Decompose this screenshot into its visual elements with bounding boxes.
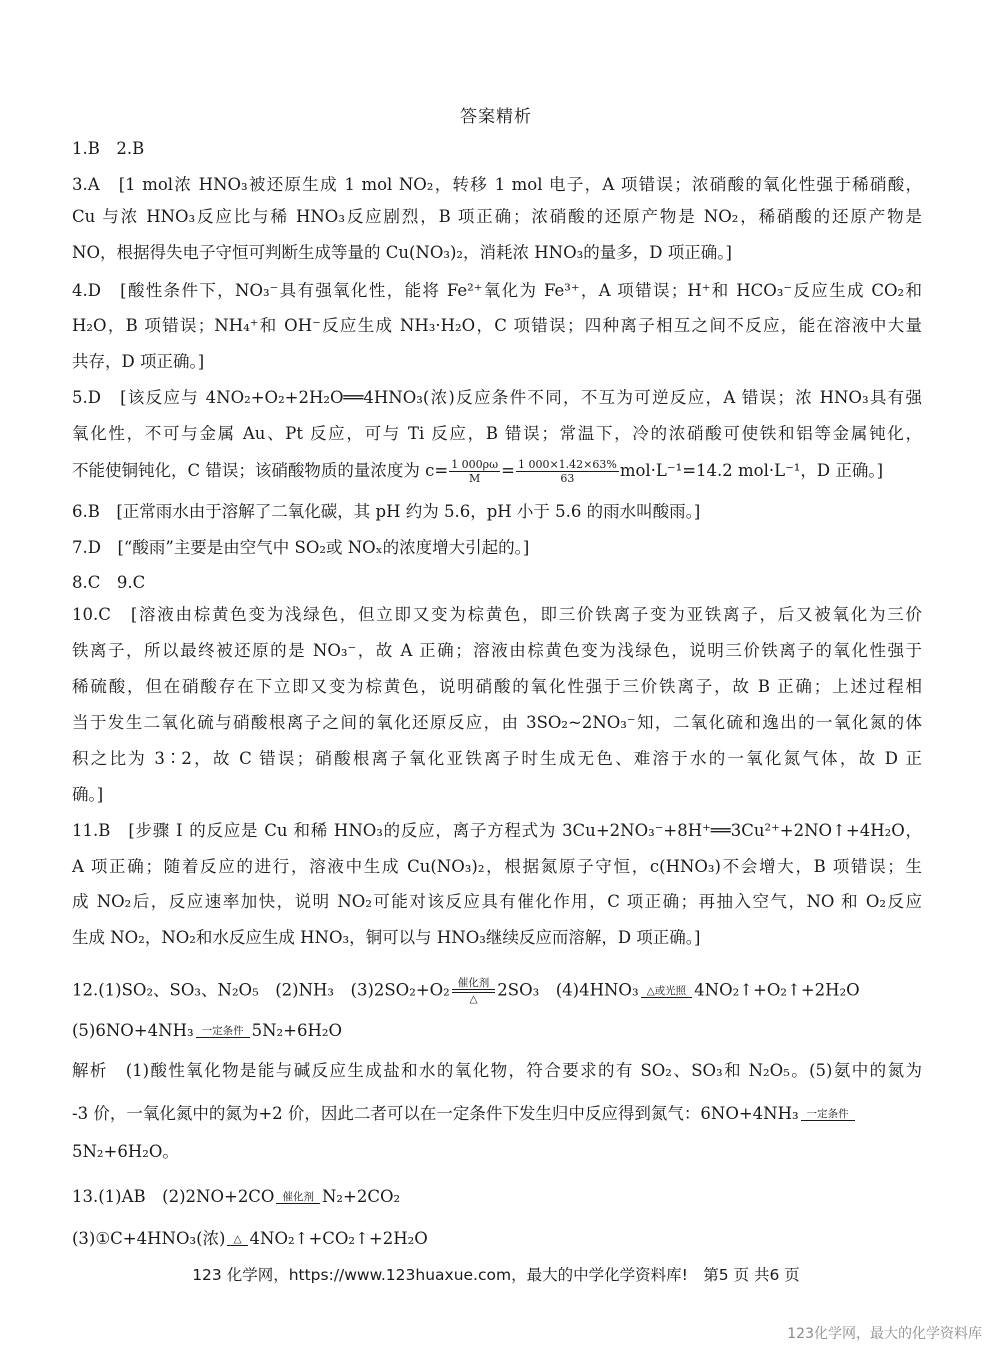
watermark-text: 123化学网，最大的化学资料库	[787, 1326, 982, 1342]
reaction-arrow	[801, 1108, 855, 1121]
arrow-line	[276, 1203, 320, 1204]
reaction-arrow	[641, 985, 693, 998]
answer-line: 确。]	[72, 785, 104, 804]
arrow-line	[452, 989, 496, 990]
fraction-numerator: 1 000×1.42×63%	[517, 458, 617, 471]
q13-part2: N₂+2CO₂	[321, 1187, 401, 1206]
q13-line2	[72, 1228, 922, 1250]
formula-suffix: mol·L⁻¹=14.2 mol·L⁻¹，D 正确。]	[619, 461, 884, 480]
arrow-condition: 催化剂	[457, 977, 490, 989]
answer-line: 生成 NO₂，NO₂和水反应生成 HNO₃，铜可以与 HNO₃继续反应而溶解，D 项正确。]	[72, 928, 701, 947]
fraction-denominator: M	[469, 472, 481, 485]
answer-line: 3.A [1 mol浓 HNO₃被还原生成 1 mol NO₂，转移 1 mol 电子，A 项错误；浓硝酸的氧化性强于稀硝酸，	[72, 175, 922, 194]
answer-line: 氧化性，不可与金属 Au、Pt 反应，可与 Ti 反应，B 错误；常温下，冷的浓硝酸可使铁和铝等金属钝化，	[72, 424, 922, 443]
reversible-arrow	[452, 977, 496, 1005]
q12-part3: 4NO₂↑+O₂↑+2H₂O	[694, 980, 860, 1000]
answer-line: 5N₂+6H₂O。	[72, 1142, 179, 1161]
q13-line1	[72, 1186, 922, 1208]
q13-part1: 13.(1)AB (2)2NO+2CO	[72, 1187, 275, 1206]
arrow-line	[801, 1120, 855, 1121]
q13-line2-after: 4NO₂↑+CO₂↑+2H₂O	[249, 1229, 428, 1248]
answer-line: 当于发生二氧化硫与硝酸根离子之间的氧化还原反应，由 3SO₂~2NO₃⁻知，二氧化硫和逸出的一氧化氮的体	[72, 713, 922, 732]
formula-prefix: 不能使铜钝化，C 错误；该硝酸物质的量浓度为 c=	[72, 461, 449, 480]
answer-line: 10.C [溶液由棕黄色变为浅绿色，但立即又变为棕黄色，即三价铁离子变为亚铁离子，后又被氧化为三价	[72, 605, 922, 624]
arrow-line	[641, 997, 693, 998]
fraction-denominator: 63	[560, 472, 575, 485]
answer-line-with-formula	[72, 458, 922, 485]
answer-line: NO，根据得失电子守恒可判断生成等量的 Cu(NO₃)₂，消耗浓 HNO₃的量多，D 项正确。]	[72, 243, 732, 262]
answer-line-with-condition	[72, 1103, 922, 1125]
answer-line: 稀硫酸，但在硝酸存在下立即又变为棕黄色，说明硝酸的氧化性强于三价铁离子，故 B 正确；上述过程相	[72, 677, 922, 696]
fraction	[449, 458, 500, 485]
line26-before: -3 价，一氧化氮中的氮为+2 价，因此二者可以在一定条件下发生归中反应得到氮气：6NO+4NH₃	[72, 1104, 799, 1123]
answer-line: 11.B [步骤 Ⅰ 的反应是 Cu 和稀 HNO₃的反应，离子方程式为 3Cu+2NO₃⁻+8H⁺══3Cu²⁺+2NO↑+4H₂O，	[72, 821, 922, 840]
arrow-line	[227, 1245, 247, 1246]
q13-line2-before: (3)①C+4HNO₃(浓)	[72, 1229, 226, 1248]
q12-part1: 12.(1)SO₂、SO₃、N₂O₅ (2)NH₃ (3)2SO₂+O₂	[72, 980, 450, 1000]
q12-line2-after: 5N₂+6H₂O	[251, 1021, 343, 1040]
page-footer: 123 化学网，https://www.123huaxue.com，最大的中学化学资料库! 第5 页 共6 页	[192, 1266, 800, 1284]
answer-line: A 项正确；随着反应的进行，溶液中生成 Cu(NO₃)₂，根据氮原子守恒，c(HNO₃)不会增大，B 项错误；生	[72, 857, 922, 876]
arrow-condition: △	[469, 993, 478, 1005]
arrow-line	[196, 1037, 250, 1038]
reaction-arrow	[227, 1233, 247, 1246]
answer-line: 5.D [该反应与 4NO₂+O₂+2H₂O══4HNO₃(浓)反应条件不同，不互为可逆反应，A 错误；浓 HNO₃具有强	[72, 388, 922, 407]
page-title: 答案精析	[460, 107, 532, 127]
answer-line: 1.B 2.B	[72, 139, 145, 158]
q12-line2	[72, 1020, 922, 1042]
answer-line: H₂O，B 项错误；NH₄⁺和 OH⁻反应生成 NH₃·H₂O，C 项错误；四种离子相互之间不反应，能在溶液中大量	[72, 316, 922, 335]
q12-part2: 2SO₃ (4)4HNO₃	[497, 980, 639, 1000]
arrow-condition: 一定条件	[201, 1025, 244, 1037]
fraction-numerator: 1 000ρω	[451, 458, 499, 471]
answer-line: 成 NO₂后，反应速率加快，说明 NO₂可能对该反应具有催化作用，C 项正确；再抽入空气，NO 和 O₂反应	[72, 892, 922, 911]
reaction-arrow	[276, 1191, 320, 1204]
answer-line: 解析 (1)酸性氧化物是能与碱反应生成盐和水的氧化物，符合要求的有 SO₂、SO₃和 N₂O₅。(5)氨中的氮为	[72, 1061, 922, 1080]
arrow-condition: 催化剂	[282, 1191, 314, 1203]
answer-line: 共存，D 项正确。]	[72, 352, 205, 371]
arrow-condition: 一定条件	[806, 1108, 849, 1120]
answer-line: 积之比为 3∶2，故 C 错误；硝酸根离子氧化亚铁离子时生成无色、难溶于水的一氧化氮气体，故 D 正	[72, 749, 922, 768]
answer-line: 6.B [正常雨水由于溶解了二氧化碳，其 pH 约为 5.6，pH 小于 5.6 的雨水叫酸雨。]	[72, 502, 701, 521]
answer-line: 铁离子，所以最终被还原的是 NO₃⁻，故 A 正确；溶液由棕黄色变为浅绿色，说明三价铁离子的氧化性强于	[72, 641, 922, 660]
reaction-arrow	[196, 1025, 250, 1038]
fraction	[516, 458, 619, 485]
q12-line2-before: (5)6NO+4NH₃	[72, 1021, 194, 1040]
arrow-condition: △或光照	[646, 984, 687, 997]
answer-line: Cu 与浓 HNO₃反应比与稀 HNO₃反应剧烈，B 项正确；浓硝酸的还原产物是 NO₂，稀硝酸的还原产物是	[72, 207, 922, 226]
equals-sign: =	[501, 461, 515, 480]
answer-line: 7.D [“酸雨”主要是由空气中 SO₂或 NOₓ的浓度增大引起的。]	[72, 538, 530, 557]
answer-line: 4.D [酸性条件下，NO₃⁻具有强氧化性，能将 Fe²⁺氧化为 Fe³⁺，A 项错误；H⁺和 HCO₃⁻反应生成 CO₂和	[72, 281, 922, 300]
arrow-condition: △	[233, 1233, 242, 1245]
q12-line1	[72, 977, 922, 1005]
answer-line: 8.C 9.C	[72, 573, 146, 592]
